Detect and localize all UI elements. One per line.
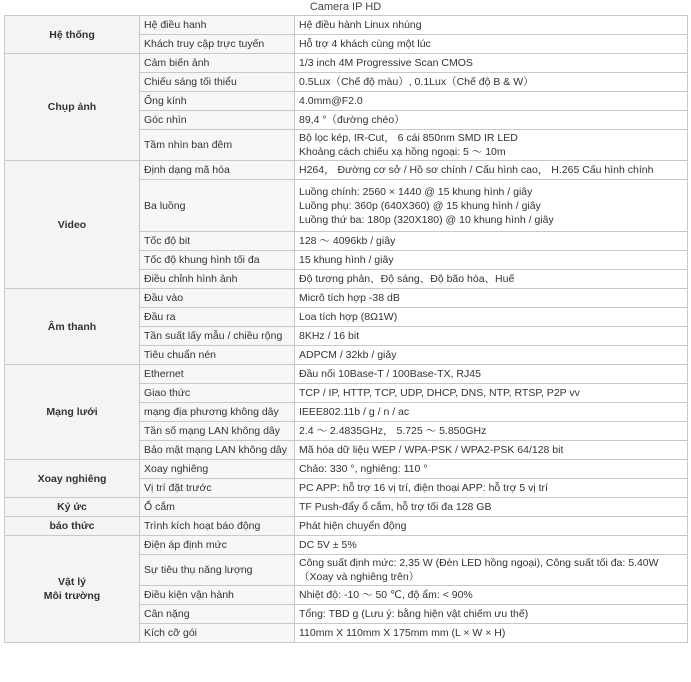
category-cell: báo thức [5,517,140,536]
table-caption: Camera IP HD [309,1,382,13]
feature-cell: Tần số mạng LAN không dây [140,422,295,441]
spec-row [5,517,688,536]
feature-cell: Sự tiêu thụ năng lượng [140,555,295,586]
feature-cell: Giao thức [140,384,295,403]
spec-row [5,498,688,517]
feature-cell: Ethernet [140,365,295,384]
value-cell: Đầu nối 10Base-T / 100Base-TX, RJ45 [295,365,688,384]
value-cell: Mã hóa dữ liệu WEP / WPA-PSK / WPA2-PSK 64/128 bit [295,441,688,460]
value-cell: Độ tương phản、Độ sáng、Độ bão hòa、Huế [295,270,688,289]
category-cell: Video [5,161,140,289]
value-cell: Tổng: TBD g (Lưu ý: bằng hiện vật chiếm ưu thế) [295,605,688,624]
feature-cell: Ba luồng [140,180,295,232]
feature-cell: Đầu ra [140,308,295,327]
spec-row [5,365,688,384]
feature-cell: Vị trí đặt trước [140,479,295,498]
feature-cell: Góc nhìn [140,111,295,130]
category-cell: Chụp ảnh [5,54,140,161]
spec-row [5,161,688,180]
spec-table-body [5,16,688,643]
feature-cell: Cân nặng [140,605,295,624]
feature-cell: Tần suất lấy mẫu / chiều rộng [140,327,295,346]
category-cell: Âm thanh [5,289,140,365]
category-cell: Hệ thống [5,16,140,54]
value-cell: Chảo: 330 °, nghiêng: 110 ° [295,460,688,479]
feature-cell: Đầu vào [140,289,295,308]
feature-cell: Tiêu chuẩn nén [140,346,295,365]
feature-cell: Kích cỡ gói [140,624,295,643]
value-cell: ADPCM / 32kb / giây [295,346,688,365]
value-cell: 8KHz / 16 bit [295,327,688,346]
value-cell: 110mm X 110mm X 175mm mm (L × W × H) [295,624,688,643]
spec-row [5,460,688,479]
value-cell: 128 ～ 4096kb / giây [295,232,688,251]
value-cell: Luồng chính: 2560 × 1440 @ 15 khung hình / giây Luồng phụ: 360p (640X360) @ 15 khung hình / giây Luồng thứ ba: 180p (320X180) @ 10 khung hình / giây [295,180,688,232]
value-cell: 0.5Lux（Chế độ màu）, 0.1Lux（Chế độ B & W） [295,73,688,92]
feature-cell: Ống kính [140,92,295,111]
feature-cell: Tốc độ bit [140,232,295,251]
feature-cell: Hệ điều hanh [140,16,295,35]
feature-cell: Xoay nghiêng [140,460,295,479]
feature-cell: mạng địa phương không dây [140,403,295,422]
feature-cell: Trình kích hoạt báo động [140,517,295,536]
feature-cell: Điện áp định mức [140,536,295,555]
value-cell: Phát hiện chuyển động [295,517,688,536]
value-cell: Công suất định mức: 2,35 W (Đèn LED hồng ngoại), Công suất tối đa: 5.40W （Xoay và nghiêng trên） [295,555,688,586]
feature-cell: Khách truy cập trực tuyến [140,35,295,54]
category-cell: Ký ức [5,498,140,517]
value-cell: DC 5V ± 5% [295,536,688,555]
value-cell: 2.4 ～ 2.4835GHz， 5.725 ～ 5.850GHz [295,422,688,441]
feature-cell: Tầm nhìn ban đêm [140,130,295,161]
category-cell: Xoay nghiêng [5,460,140,498]
value-cell: Hỗ trợ 4 khách cùng một lúc [295,35,688,54]
value-cell: 15 khung hình / giây [295,251,688,270]
spec-row [5,536,688,555]
feature-cell: Định dạng mã hóa [140,161,295,180]
feature-cell: Bảo mật mạng LAN không dây [140,441,295,460]
spec-row [5,289,688,308]
feature-cell: Cảm biến ảnh [140,54,295,73]
value-cell: Hệ điều hành Linux nhúng [295,16,688,35]
spec-row [5,54,688,73]
feature-cell: Điều kiện vận hành [140,586,295,605]
spec-row [5,16,688,35]
feature-cell: Chiếu sáng tối thiểu [140,73,295,92]
value-cell: TF Push-đẩy ổ cắm, hỗ trợ tối đa 128 GB [295,498,688,517]
category-cell: Mạng lưới [5,365,140,460]
value-cell: TCP / IP, HTTP, TCP, UDP, DHCP, DNS, NTP, RTSP, P2P vv [295,384,688,403]
feature-cell: Ổ cắm [140,498,295,517]
category-cell: Vật lý Môi trường [5,536,140,643]
value-cell: 89,4 °（đường chéo） [295,111,688,130]
value-cell: Micrô tích hợp -38 dB [295,289,688,308]
value-cell: Bộ lọc kép, IR-Cut， 6 cái 850nm SMD IR LED Khoảng cách chiếu xạ hồng ngoại: 5 ～ 10m [295,130,688,161]
value-cell: IEEE802.11b / g / n / ac [295,403,688,422]
value-cell: Nhiệt độ: -10 ～ 50 ℃, độ ẩm: < 90% [295,586,688,605]
spec-table [4,15,688,643]
value-cell: H264， Đường cơ sở / Hồ sơ chính / Cấu hình cao， H.265 Cấu hình chính [295,161,688,180]
value-cell: 4.0mm@F2.0 [295,92,688,111]
feature-cell: Điều chỉnh hình ảnh [140,270,295,289]
value-cell: Loa tích hợp (8Ω1W) [295,308,688,327]
feature-cell: Tốc độ khung hình tối đa [140,251,295,270]
value-cell: PC APP: hỗ trợ 16 vị trí, điện thoại APP: hỗ trợ 5 vị trí [295,479,688,498]
value-cell: 1/3 inch 4M Progressive Scan CMOS [295,54,688,73]
